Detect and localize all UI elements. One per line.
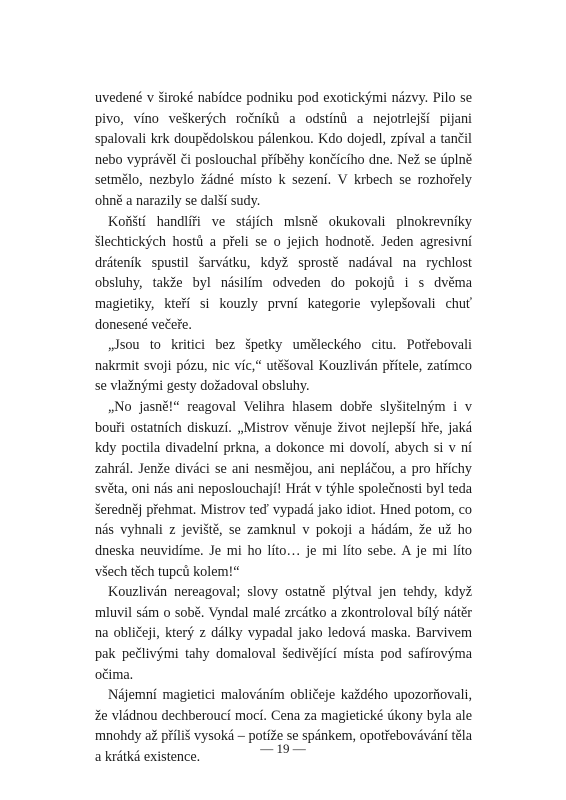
page-number: — 19 — [260, 741, 306, 756]
body-text [95, 88, 472, 768]
paragraph: uvedené v široké nabídce podniku pod exotickými názvy. Pilo se pivo, víno veškerých ročníků a odstínů a nejotrlejší pijani spalovali krk doupědolskou pálenkou. Kdo dojedl, zpíval a tančil nebo vyprávěl či poslouchal příběhy končícího dne. Než se úplně setmělo, nezbylo žádné místo k sezení. V krbech se rozhořely ohně a narazily se další sudy. [95, 90, 472, 209]
paragraph: Koňští handlíři ve stájích mlsně okukovali plnokrevníky šlechtických hostů a přeli se o jejich hodnotě. Jeden agresivní dráteník spustil šarvátku, když sprostě nadával na rychlost obsluhy, takže byl násilím odveden do pokojů i s dvěma magietiky, kteří si kouzly první kategorie vylepšovali chuť donesené večeře. [95, 213, 472, 333]
paragraph: Kouzliván nereagoval; slovy ostatně plýtval jen tehdy, když mluvil sám o sobě. Vyndal malé zrcátko a zkontroloval bílý nátěr na obličeji, který z dálky vypadal jako ledová maska. Barvivem pak pečlivými tahy domaloval šedivějící místa pod safírovýma očima. [95, 584, 472, 683]
paragraph: „Jsou to kritici bez špetky uměleckého citu. Potřebovali nakrmit svoji pózu, nic víc,“ utěšoval Kouzliván přítele, zatímco se vlažnými gesty dožadoval obsluhy. [95, 337, 472, 395]
paragraph: „No jasně!“ reagoval Velihra hlasem dobře slyšitelným i v bouři ostatních diskuzí. „Mistrov věnuje život nejlepší hře, jaká kdy poctila divadelní prkna, a dokonce mi dovolí, abych si v ní zahrál. Jenže diváci se ani nesmějou, ani nepláčou, a pro hříchy světa, oni nás ani neposlouchají! Hrát v týhle společnosti byl teda šeredněj přehmat. Mistrov teď vypadá jako idiot. Hned potom, co nás vyhnali z jeviště, se zamknul v pokoji a hádám, že už ho dneska neuvidíme. Je mi ho líto… je mi líto sebe. A je mi líto všech těch tupců kolem!“ [95, 398, 472, 580]
paragraph: Nájemní magietici malováním obličeje každého upozorňovali, že vládnou dechberoucí mocí. Cena za magietické úkony byla ale mnohdy až příliš vysoká – potíže se spánkem, opotřebovávání těla a krátká existence. [95, 687, 472, 765]
